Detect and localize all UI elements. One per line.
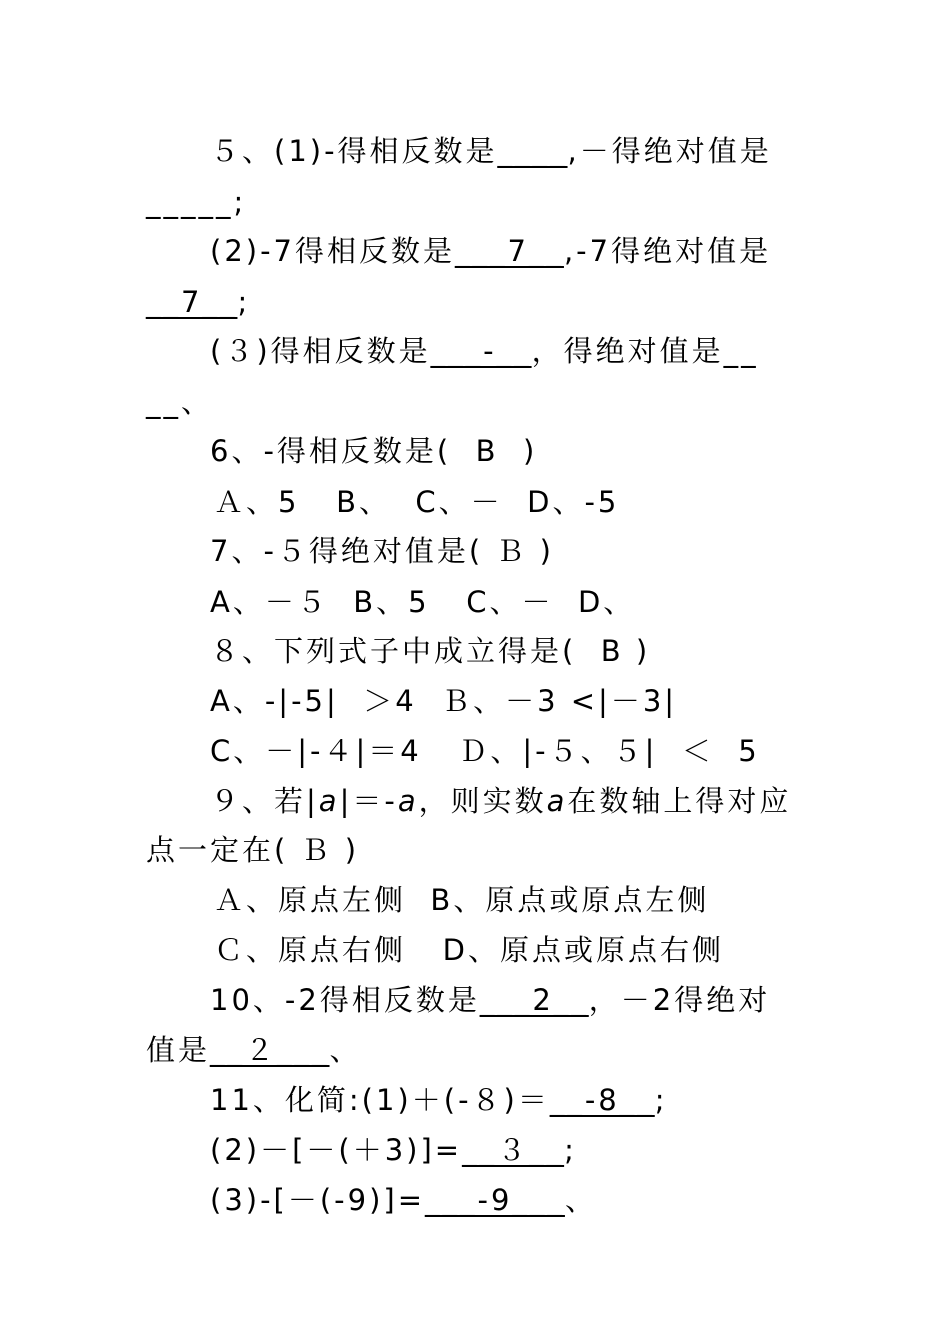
- q9-options-cd-text: Ｃ、原点右侧 D、原点或原点右侧: [214, 933, 724, 967]
- q6-options-text: Ａ、5 B、 C、－ D、-5: [214, 485, 620, 519]
- q5-2-prompt: (2)-7得相反数是: [210, 234, 455, 268]
- q9-options-ab-text: Ａ、原点左侧 B、原点或原点左侧: [214, 883, 710, 917]
- q11-3-answer: ___-9___: [425, 1183, 565, 1217]
- q10-answer-opposite: ___2__: [479, 983, 589, 1017]
- q8-options-cd: [210, 731, 760, 771]
- q8-options-ab: [210, 681, 677, 721]
- q5-3-blank-abs: __: [146, 385, 181, 419]
- q11-1-answer: __-8__: [549, 1083, 655, 1117]
- q5-2-answer-opposite: ___7__: [455, 234, 564, 268]
- q8-question: [210, 631, 650, 671]
- q10-end: 、: [329, 1033, 362, 1067]
- q10-answer-abs: __２___: [210, 1033, 330, 1067]
- q9-var-a-2: a: [397, 784, 419, 818]
- q5-line-4: [146, 282, 250, 322]
- q5-3-end: 、: [181, 385, 214, 419]
- q9-text-2: |＝-: [339, 784, 398, 818]
- q5-1-prompt-abs: ,－得绝对值是: [567, 134, 772, 168]
- q5-line-5: [210, 331, 759, 371]
- q9-var-a-1: a: [318, 784, 340, 818]
- q9-var-a-3: a: [546, 784, 568, 818]
- q5-1-blank-abs: _____: [146, 185, 234, 219]
- q9-text-5: 点一定在( Ｂ ): [146, 833, 360, 867]
- q9-options-cd: [214, 930, 724, 970]
- q11-line-3: [210, 1180, 597, 1220]
- q5-line-2: [146, 182, 246, 222]
- q7-text: 7、-５得绝对值是( Ｂ ): [210, 534, 554, 568]
- q5-2-semicolon: ;: [237, 285, 251, 319]
- q10-prompt-abs: ，－2得绝对: [588, 983, 771, 1017]
- q8-options-cd-text: C、－|-４|＝4 Ｄ、|-５、５| ＜ 5: [210, 734, 760, 768]
- q5-1-prompt: ５、(1)-得相反数是: [210, 134, 498, 168]
- q7-question: [210, 531, 554, 571]
- q8-options-ab-text: A、-|-5| ＞4 Ｂ、－3 <|－3|: [210, 684, 678, 718]
- q5-3-answer-opposite: ___-__: [430, 334, 532, 368]
- q9-text-1: ９、若|: [210, 784, 319, 818]
- q6-options: [214, 482, 619, 522]
- q9-options-ab: [214, 880, 709, 920]
- q11-line-2: [210, 1130, 577, 1170]
- q5-3-prompt: (３)得相反数是: [210, 334, 431, 368]
- q5-3-prompt-abs: ，得绝对值是__: [531, 334, 759, 368]
- q11-line-1: [210, 1080, 668, 1120]
- q9-text-3: ，则实数: [418, 784, 547, 818]
- q5-line-1: [210, 131, 772, 171]
- q6-question: [210, 431, 537, 471]
- q9-text-4: 在数轴上得对应: [567, 784, 792, 818]
- q11-3-end: 、: [564, 1183, 597, 1217]
- q11-3-prompt: (3)-[－(-9)]=: [210, 1183, 426, 1217]
- q6-text: 6、-得相反数是( B ): [210, 434, 538, 468]
- q10-line-1: [210, 980, 770, 1020]
- q11-2-prompt: (2)－[－(＋3)]=: [210, 1133, 463, 1167]
- q5-2-answer-abs: __7__: [146, 285, 238, 319]
- q11-1-semicolon: ;: [654, 1083, 668, 1117]
- q8-text: ８、下列式子中成立得是( B ): [210, 634, 651, 668]
- q5-1-blank-opposite: ____: [497, 134, 568, 168]
- q7-options: [210, 582, 635, 622]
- q11-2-semicolon: ;: [564, 1133, 577, 1167]
- q10-line-2: [146, 1030, 362, 1070]
- q7-options-text: A、－５ B、5 C、－ D、: [210, 585, 636, 619]
- q10-prompt: 10、-2得相反数是: [210, 983, 480, 1017]
- q10-prompt-abs-2: 值是: [146, 1033, 211, 1067]
- q9-question-line-1: [210, 781, 791, 821]
- q5-1-semicolon: ;: [233, 185, 247, 219]
- q5-2-prompt-abs: ,-7得绝对值是: [563, 234, 772, 268]
- q11-2-answer: __３__: [462, 1133, 565, 1167]
- q5-line-3: [210, 231, 771, 271]
- q9-question-line-2: [146, 830, 359, 870]
- q11-1-prompt: 11、化简:(1)＋(-８)＝: [210, 1083, 550, 1117]
- q5-line-6: [146, 382, 213, 422]
